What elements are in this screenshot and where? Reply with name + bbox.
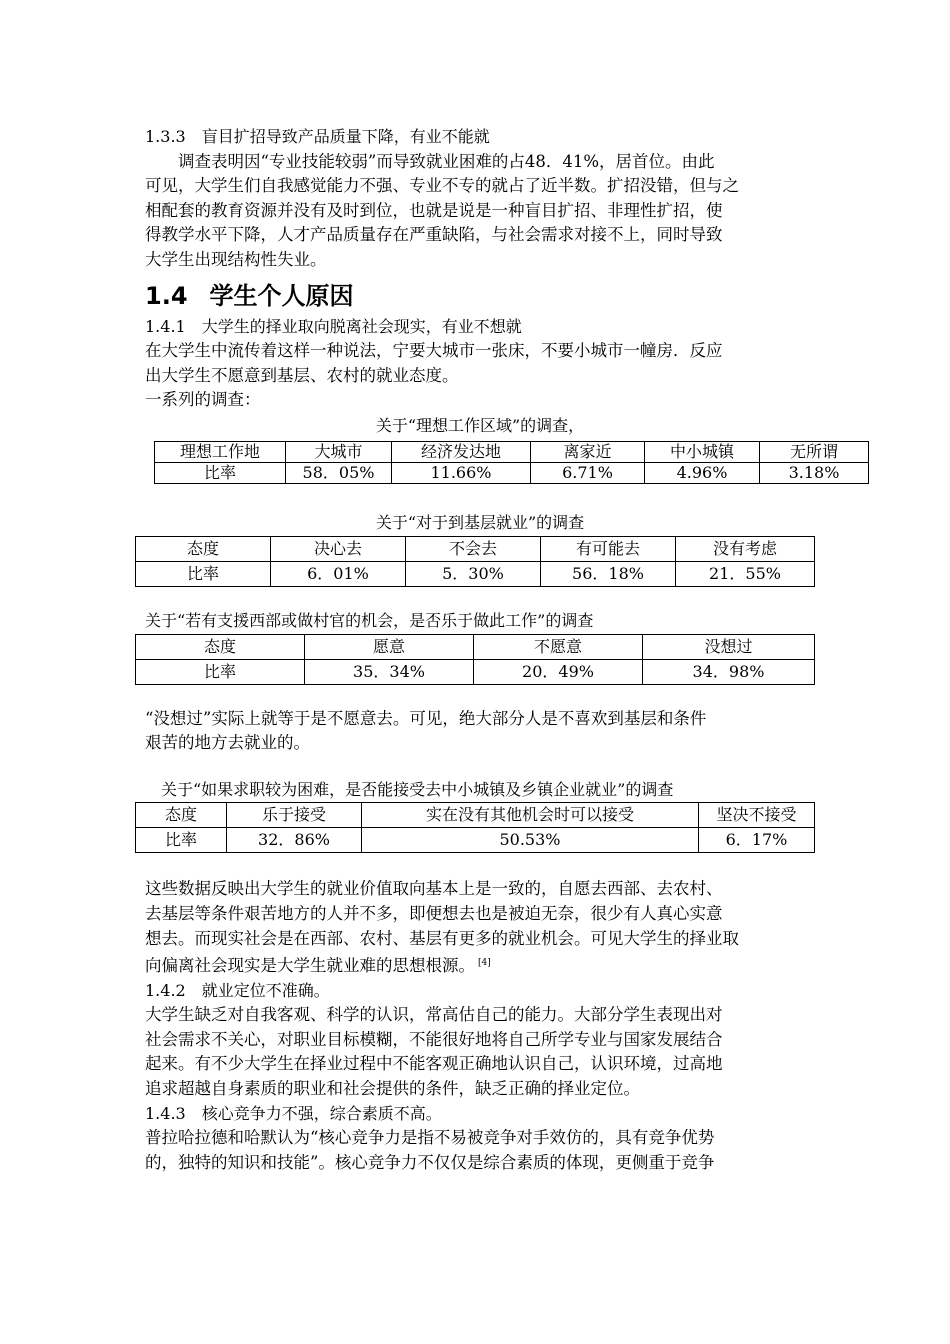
table-cell: 态度 xyxy=(136,634,305,659)
table-cell: 4.96% xyxy=(645,462,760,483)
summary-line-0: 这些数据反映出大学生的就业价值取向基本上是一致的，自愿去西部、去农村、 xyxy=(145,879,723,899)
table-cell: 中小城镇 xyxy=(645,441,760,462)
table-cell: 35．34% xyxy=(305,659,474,684)
table-row xyxy=(155,441,869,462)
summary-line-2: 想去。而现实社会是在西部、农村、基层有更多的就业机会。可见大学生的择业取 xyxy=(145,928,739,948)
table-cell: 56．18% xyxy=(541,561,676,586)
table2-caption: 关于“对于到基层就业”的调查 xyxy=(375,512,585,532)
table-cell: 不会去 xyxy=(406,536,541,561)
table1 xyxy=(154,441,869,484)
summary-text: 向偏离社会现实是大学生就业难的思想根源。 xyxy=(145,956,475,976)
section-1-3-3-title: 1.3.3 盲目扩招导致产品质量下降，有业不能就 xyxy=(145,127,490,146)
s133-line-3: 得教学水平下降，人才产品质量存在严重缺陷，与社会需求对接不上，同时导致 xyxy=(145,225,723,245)
table-cell: 没有考虑 xyxy=(676,536,815,561)
s142-line-2: 起来。有不少大学生在择业过程中不能客观正确地认识自己，认识环境，过高地 xyxy=(145,1054,723,1074)
table-cell: 比率 xyxy=(155,462,286,483)
table-row xyxy=(136,634,815,659)
table-cell: 态度 xyxy=(136,803,227,828)
table-cell: 20．49% xyxy=(474,659,643,684)
table-row xyxy=(136,803,815,828)
table-row xyxy=(136,659,815,684)
table-cell: 32．86% xyxy=(227,828,362,853)
s141-line-2: 一系列的调查： xyxy=(145,390,261,410)
citation-ref[interactable]: [4] xyxy=(478,958,491,969)
table-cell: 比率 xyxy=(136,659,305,684)
s133-line-1: 可见，大学生们自我感觉能力不强、专业不专的就占了近半数。扩招没错，但与之 xyxy=(145,176,739,196)
table-cell: 6．01% xyxy=(271,561,406,586)
table4 xyxy=(135,802,815,853)
table-cell: 决心去 xyxy=(271,536,406,561)
table-cell: 5．30% xyxy=(406,561,541,586)
table-row xyxy=(136,561,815,586)
table1-caption: 关于“理想工作区域”的调查， xyxy=(375,415,585,435)
table-cell: 有可能去 xyxy=(541,536,676,561)
table-cell: 愿意 xyxy=(305,634,474,659)
note3-line-0: “没想过”实际上就等于是不愿意去。可见，绝大部分人是不喜欢到基层和条件 xyxy=(145,708,707,728)
table-cell: 经济发达地 xyxy=(392,441,531,462)
note3-line-1: 艰苦的地方去就业的。 xyxy=(145,733,310,753)
table-cell: 态度 xyxy=(136,536,271,561)
s142-line-3: 追求超越自身素质的职业和社会提供的条件，缺乏正确的择业定位。 xyxy=(145,1079,640,1099)
table-cell: 不愿意 xyxy=(474,634,643,659)
s141-line-1: 出大学生不愿意到基层、农村的就业态度。 xyxy=(145,365,459,385)
table-cell: 58．05% xyxy=(286,462,392,483)
s133-line-4: 大学生出现结构性失业。 xyxy=(145,249,327,269)
section-1-4-heading xyxy=(145,279,815,313)
summary-line-1: 去基层等条件艰苦地方的人并不多，即便想去也是被迫无奈，很少有人真心实意 xyxy=(145,903,723,923)
table-cell: 乐于接受 xyxy=(227,803,362,828)
table-cell: 无所谓 xyxy=(760,441,869,462)
table-cell: 3.18% xyxy=(760,462,869,483)
table3 xyxy=(135,634,815,685)
table-cell: 没想过 xyxy=(643,634,815,659)
table-cell: 实在没有其他机会时可以接受 xyxy=(362,803,699,828)
section-1-4-2-title: 1.4.2 就业定位不准确。 xyxy=(145,980,330,1000)
table-row xyxy=(155,462,869,483)
section-1-4-3-title: 1.4.3 核心竞争力不强，综合素质不高。 xyxy=(145,1103,442,1123)
s133-line-2: 相配套的教育资源并没有及时到位，也就是说是一种盲目扩招、非理性扩招，使 xyxy=(145,200,723,220)
table-row xyxy=(136,536,815,561)
table4-caption: 关于“如果求职较为困难，是否能接受去中小城镇及乡镇企业就业”的调查 xyxy=(161,779,674,799)
table-cell: 6.71% xyxy=(531,462,645,483)
table-cell: 坚决不接受 xyxy=(699,803,815,828)
table-cell: 离家近 xyxy=(531,441,645,462)
table-cell: 6．17% xyxy=(699,828,815,853)
table-cell: 理想工作地 xyxy=(155,441,286,462)
summary-line-3 xyxy=(145,951,815,979)
table3-caption: 关于“若有支援西部或做村官的机会，是否乐于做此工作”的调查 xyxy=(145,610,594,630)
table-cell: 21．55% xyxy=(676,561,815,586)
section-1-4-title: 学生个人原因 xyxy=(209,281,354,310)
s142-line-1: 社会需求不关心，对职业目标模糊，不能很好地将自己所学专业与国家发展结合 xyxy=(145,1029,723,1049)
table-cell: 11.66% xyxy=(392,462,531,483)
table2 xyxy=(135,536,815,587)
table-cell: 比率 xyxy=(136,828,227,853)
table-cell: 大城市 xyxy=(286,441,392,462)
s142-line-0: 大学生缺乏对自我客观、科学的认识，常高估自己的能力。大部分学生表现出对 xyxy=(145,1005,723,1025)
section-1-4-1-title: 1.4.1 大学生的择业取向脱离社会现实，有业不想就 xyxy=(145,316,522,336)
document-page xyxy=(145,125,840,1175)
section-1-4-number: 1.4 xyxy=(145,281,188,310)
s133-line-0: 调查表明因“专业技能较弱”而导致就业困难的占48．41%，居首位。由此 xyxy=(178,151,715,171)
table-cell: 34．98% xyxy=(643,659,815,684)
s143-line-0: 普拉哈拉德和哈默认为“核心竞争力是指不易被竞争对手效仿的，具有竞争优势 xyxy=(145,1128,715,1148)
s143-line-1: 的，独特的知识和技能”。核心竞争力不仅仅是综合素质的体现，更侧重于竞争 xyxy=(145,1152,715,1172)
table-row xyxy=(136,828,815,853)
table-cell: 比率 xyxy=(136,561,271,586)
table-cell: 50.53% xyxy=(362,828,699,853)
s141-line-0: 在大学生中流传着这样一种说法，宁要大城市一张床，不要小城市一幢房．反应 xyxy=(145,341,723,361)
